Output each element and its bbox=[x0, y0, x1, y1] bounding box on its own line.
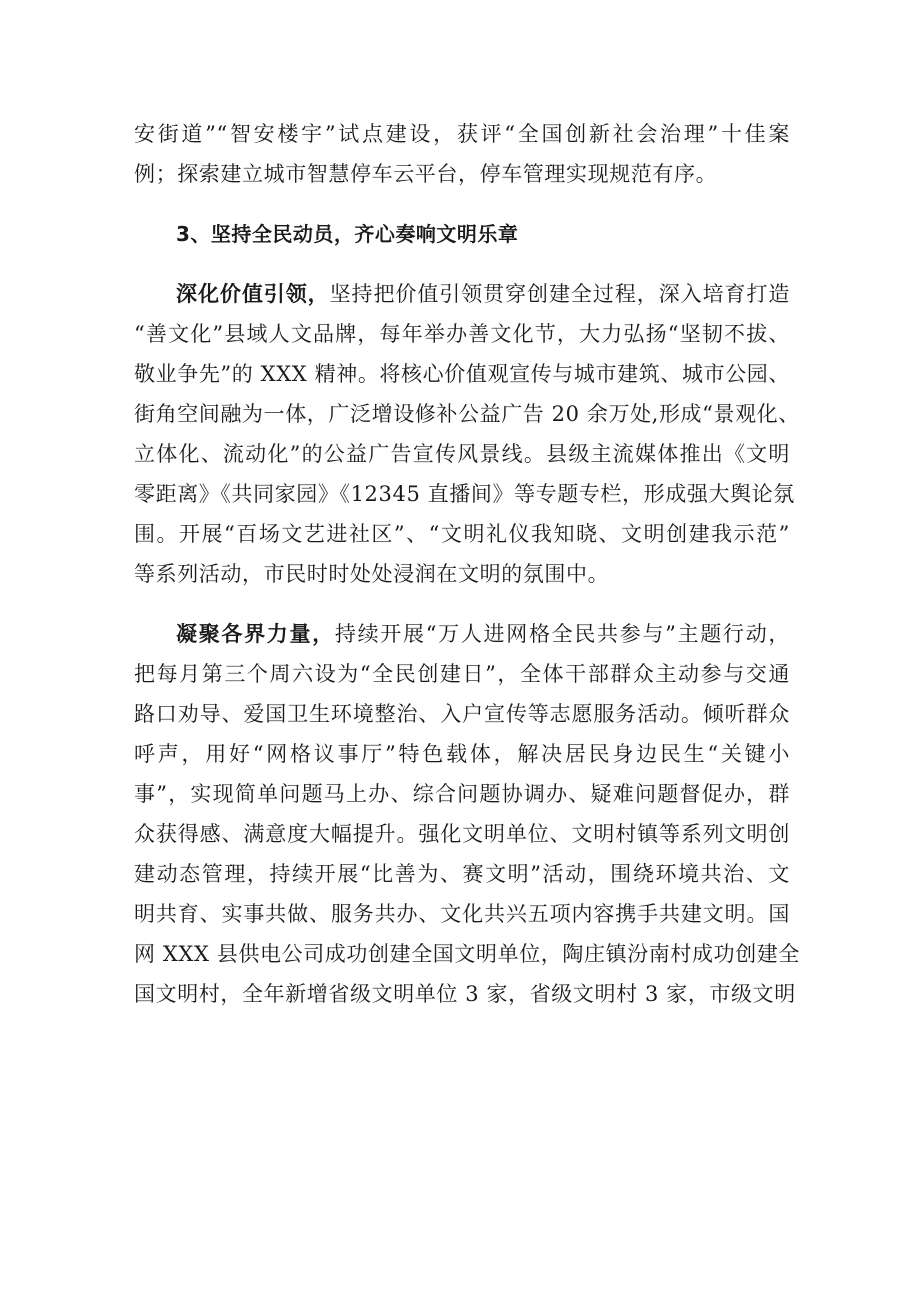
paragraph-lead: 凝聚各界力量， bbox=[176, 621, 335, 646]
body-text-line: 建动态管理，持续开展“比善为、赛文明”活动，围绕环境共治、文 bbox=[134, 862, 790, 886]
body-text-line: 明共育、实事共做、服务共办、文化共兴五项内容携手共建文明。国 bbox=[134, 902, 790, 926]
body-text-line: 路口劝导、爱国卫生环境整治、入户宣传等志愿服务活动。倾听群众 bbox=[134, 702, 790, 726]
paragraph-lead: 深化价值引领， bbox=[176, 281, 330, 306]
paragraph-text: 坚持把价值引领贯穿创建全过程，深入培育打造 bbox=[329, 282, 790, 306]
section-heading: 3、坚持全民动员，齐心奏响文明乐章 bbox=[176, 222, 519, 246]
body-text-line: 等系列活动，市民时时处处浸润在文明的氛围中。 bbox=[134, 562, 610, 586]
body-text-line: 敬业争先”的 XXX 精神。将核心价值观宣传与城市建筑、城市公园、 bbox=[134, 362, 790, 386]
body-text-line: 安街道”“智安楼宇”试点建设，获评“全国创新社会治理”十佳案 bbox=[134, 122, 790, 146]
body-text-line: 呼声，用好“网格议事厅”特色载体，解决居民身边民生“关键小 bbox=[134, 742, 790, 766]
body-text-line: 众获得感、满意度大幅提升。强化文明单位、文明村镇等系列文明创 bbox=[134, 822, 790, 846]
paragraph-first-line bbox=[134, 614, 790, 654]
body-text-line: 零距离》《共同家园》《12345 直播间》等专题专栏，形成强大舆论氛 bbox=[134, 482, 795, 506]
document-page bbox=[134, 114, 800, 1014]
body-text-line: 例；探索建立城市智慧停车云平台，停车管理实现规范有序。 bbox=[134, 162, 718, 186]
body-text-line: “善文化”县域人文品牌，每年举办善文化节，大力弘扬“坚韧不拔、 bbox=[134, 322, 790, 346]
body-text-line: 立体化、流动化”的公益广告宣传风景线。县级主流媒体推出《文明 bbox=[134, 442, 790, 466]
body-text-line: 街角空间融为一体，广泛增设修补公益广告 20 余万处,形成“景观化、 bbox=[134, 402, 800, 426]
body-text-line: 网 XXX 县供电公司成功创建全国文明单位，陶庄镇汾南村成功创建全 bbox=[134, 942, 800, 966]
body-text-line: 围。开展“百场文艺进社区”、“文明礼仪我知晓、文明创建我示范” bbox=[134, 522, 790, 546]
body-text-line: 国文明村，全年新增省级文明单位 3 家，省级文明村 3 家，市级文明 bbox=[134, 982, 796, 1006]
paragraph-text: 持续开展“万人进网格全民共参与”主题行动， bbox=[334, 622, 790, 646]
body-text-line: 事”，实现简单问题马上办、综合问题协调办、疑难问题督促办，群 bbox=[134, 782, 790, 806]
paragraph-first-line bbox=[134, 274, 790, 314]
body-text-line: 把每月第三个周六设为“全民创建日”，全体干部群众主动参与交通 bbox=[134, 662, 790, 686]
